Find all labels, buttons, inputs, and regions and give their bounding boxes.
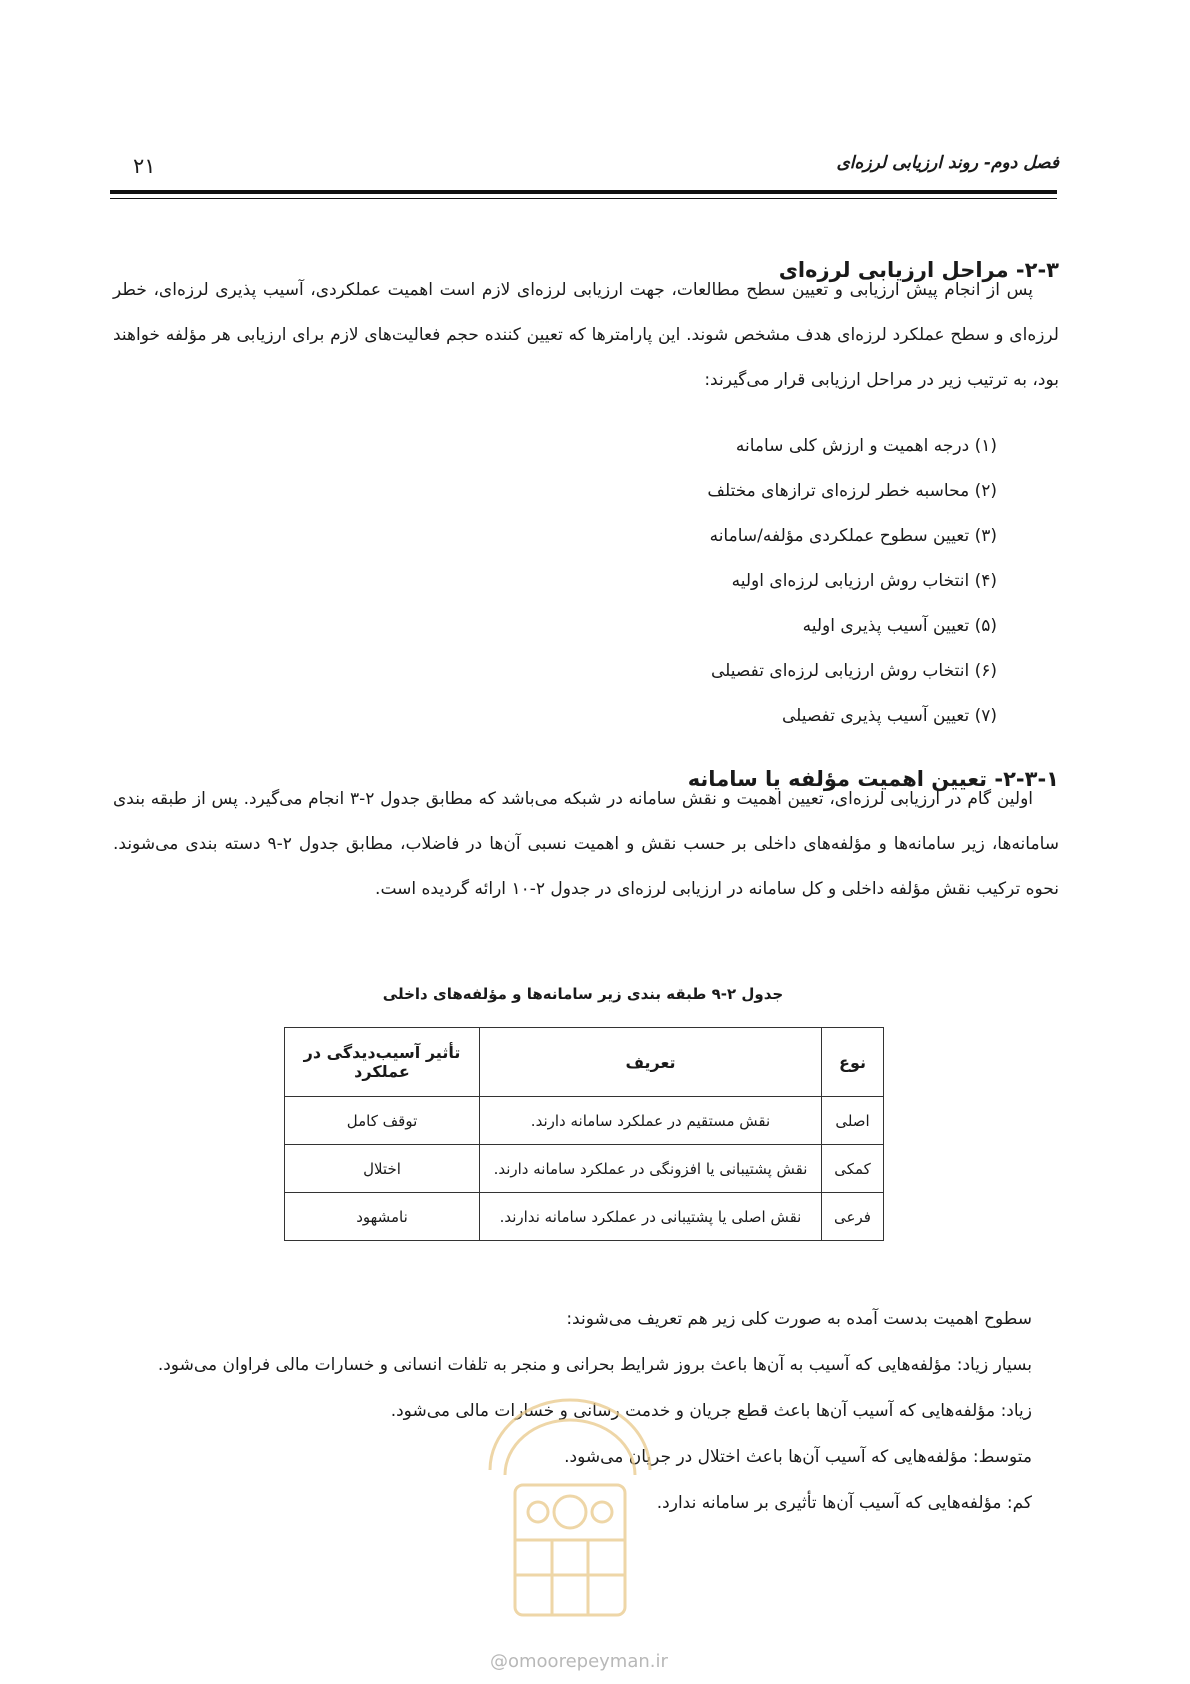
chapter-title: فصل دوم- روند ارزیابی لرزه‌ای: [836, 153, 1059, 173]
cell-impact: اختلال: [285, 1145, 480, 1193]
table-row: [285, 1193, 884, 1241]
table-row: [285, 1145, 884, 1193]
cell-definition: نقش مستقیم در عملکرد سامانه دارند.: [480, 1097, 822, 1145]
level-medium: متوسط: مؤلفه‌هایی که آسیب آن‌ها باعث اختلال در جریان می‌شود.: [564, 1447, 1032, 1467]
subsection-paragraph: [113, 777, 1059, 912]
list-item: (۷) تعیین آسیب پذیری تفصیلی: [781, 706, 997, 726]
table-header-row: [285, 1028, 884, 1097]
level-low: کم: مؤلفه‌هایی که آسیب آن‌ها تأثیری بر سامانه ندارد.: [656, 1493, 1032, 1513]
cell-definition: نقش اصلی یا پشتیبانی در عملکرد سامانه ندارند.: [480, 1193, 822, 1241]
list-item: (۵) تعیین آسیب پذیری اولیه: [802, 616, 997, 636]
subsection-heading: ۲-۳-۱- تعیین اهمیت مؤلفه یا سامانه: [687, 767, 1059, 791]
cell-type: کمکی: [822, 1145, 884, 1193]
cell-definition: نقش پشتیبانی یا افزونگی در عملکرد سامانه دارند.: [480, 1145, 822, 1193]
intro-text: پس از انجام پیش ارزیابی و تعیین سطح مطالعات، جهت ارزیابی لرزه‌ای لازم است اهمیت عملکردی، آسیب پذیری لرزه‌ای، خطر لرزه‌ای و سطح عملکرد لرزه‌ای هدف مشخص شوند. این پارامترها که تعیین کننده حجم فعالیت‌های لازم برای ارزیابی هر مؤلفه خواهند بود، به ترتیب زیر در مراحل ارزیابی قرار می‌گیرند:: [113, 280, 1059, 390]
header-rule-thick: [110, 190, 1057, 194]
level-high: زیاد: مؤلفه‌هایی که آسیب آن‌ها باعث قطع جریان و خدمت رسانی و خسارات مالی می‌شود.: [390, 1401, 1032, 1421]
list-item: (۴) انتخاب روش ارزیابی لرزه‌ای اولیه: [731, 571, 997, 591]
header-impact: تأثیر آسیب‌دیدگی در عملکرد: [285, 1028, 480, 1097]
list-item: (۶) انتخاب روش ارزیابی لرزه‌ای تفصیلی: [710, 661, 997, 681]
levels-intro: سطوح اهمیت بدست آمده به صورت کلی زیر هم تعریف می‌شوند:: [566, 1309, 1032, 1329]
header-definition: تعریف: [480, 1028, 822, 1097]
classification-table: [284, 1027, 884, 1241]
header-rule-thin: [110, 198, 1057, 199]
subsection-text: اولین گام در ارزیابی لرزه‌ای، تعیین اهمیت و نقش سامانه در شبکه می‌باشد که مطابق جدول ۲-۳ انجام می‌گیرد. پس از طبقه بندی سامانه‌ها، زیر سامانه‌ها و مؤلفه‌های داخلی بر حسب نقش و اهمیت نسبی آن‌ها در فاضلاب، مطابق جدول ۲-۹ دسته بندی می‌شوند. نحوه ترکیب نقش مؤلفه داخلی و کل سامانه در ارزیابی لرزه‌ای در جدول ۲-۱۰ ارائه گردیده است.: [113, 789, 1059, 899]
watermark-site: @omoorepeyman.ir: [490, 1651, 668, 1672]
list-item: (۳) تعیین سطوح عملکردی مؤلفه/سامانه: [709, 526, 997, 546]
level-very-high: بسیار زیاد: مؤلفه‌هایی که آسیب به آن‌ها باعث بروز شرایط بحرانی و منجر به تلفات انسانی و خسارات مالی فراوان می‌شود.: [157, 1355, 1032, 1375]
importance-levels: [113, 1296, 1032, 1526]
list-item: (۱) درجه اهمیت و ارزش کلی سامانه: [735, 436, 997, 456]
cell-type: فرعی: [822, 1193, 884, 1241]
table-row: [285, 1097, 884, 1145]
intro-paragraph: [113, 268, 1059, 403]
cell-impact: نامشهود: [285, 1193, 480, 1241]
cell-impact: توقف کامل: [285, 1097, 480, 1145]
cell-type: اصلی: [822, 1097, 884, 1145]
header-type: نوع: [822, 1028, 884, 1097]
section-heading: ۲-۳- مراحل ارزیابی لرزه‌ای: [778, 258, 1059, 282]
table-caption: جدول ۲-۹ طبقه بندی زیر سامانه‌ها و مؤلفه‌های داخلی: [382, 985, 784, 1003]
list-item: (۲) محاسبه خطر لرزه‌ای ترازهای مختلف: [707, 481, 997, 501]
steps-list: [707, 424, 997, 739]
page-number: ۲۱: [133, 154, 156, 178]
